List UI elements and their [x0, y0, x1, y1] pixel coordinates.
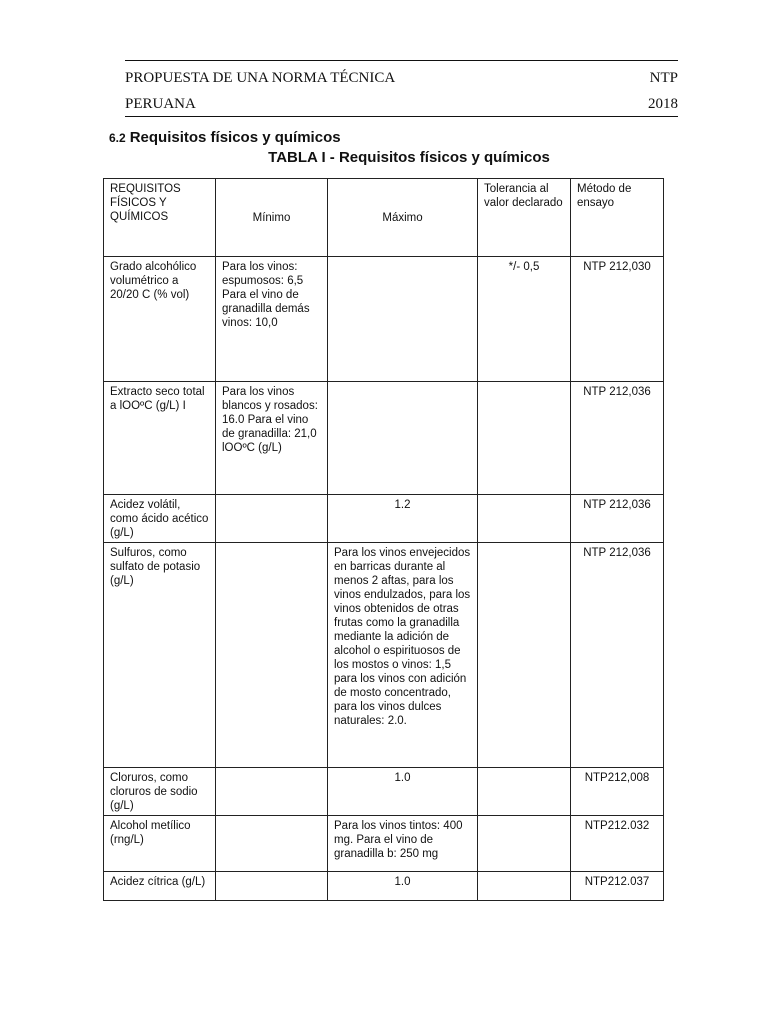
- row-tolerance: [478, 543, 571, 768]
- row-tolerance: [478, 872, 571, 901]
- row-maximum: [328, 382, 478, 495]
- row-maximum: Para los vinos envejecidos en barricas durante al menos 2 aftas, para los vinos endulzados, para los vinos obtenidos de otras frutas como la granadilla mediante la adición de alcohol o espirituosos de los mostos o vinos: 1,5 para los vinos con adición de mosto concentrado, para los vinos dulces naturales: 2.0.: [328, 543, 478, 768]
- table-row: [104, 495, 664, 543]
- row-method: NTP 212,030: [571, 257, 664, 382]
- row-requirement: Cloruros, como cloruros de sodio (g/L): [104, 768, 216, 816]
- row-maximum: 1.0: [328, 768, 478, 816]
- row-tolerance: [478, 816, 571, 872]
- row-minimum: [216, 872, 328, 901]
- table-row: [104, 872, 664, 901]
- header-bottom-rule: [125, 116, 678, 117]
- header-maximo: Máximo: [328, 179, 478, 257]
- row-method: NTP 212,036: [571, 382, 664, 495]
- header-metodo: Método de ensayo: [571, 179, 664, 257]
- row-tolerance: [478, 382, 571, 495]
- row-tolerance: */- 0,5: [478, 257, 571, 382]
- row-maximum: Para los vinos tintos: 400 mg. Para el vino de granadilla b: 250 mg: [328, 816, 478, 872]
- row-minimum: Para los vinos: espumosos: 6,5 Para el vino de granadilla demás vinos: 10,0: [216, 257, 328, 382]
- row-minimum: [216, 768, 328, 816]
- row-requirement: Sulfuros, como sulfato de potasio (g/L): [104, 543, 216, 768]
- header-minimo: Mínimo: [216, 179, 328, 257]
- row-method: NTP 212,036: [571, 495, 664, 543]
- row-method: NTP212.037: [571, 872, 664, 901]
- requirements-table: [103, 178, 664, 901]
- row-requirement: Acidez cítrica (g/L): [104, 872, 216, 901]
- table-header-row: [104, 179, 664, 257]
- row-tolerance: [478, 768, 571, 816]
- section-heading-block: [109, 128, 669, 168]
- row-maximum: 1.2: [328, 495, 478, 543]
- section-title: Requisitos físicos y químicos: [129, 129, 341, 146]
- header-tolerancia: Tolerancia al valor declarado: [478, 179, 571, 257]
- row-maximum: 1.0: [328, 872, 478, 901]
- row-requirement: Acidez volátil, como ácido acético (g/L): [104, 495, 216, 543]
- section-number: 6.2: [109, 131, 126, 145]
- row-minimum: Para los vinos blancos y rosados: 16.0 Para el vino de granadilla: 21,0 lOOºC (g/L): [216, 382, 328, 495]
- table-title: TABLA I - Requisitos físicos y químicos: [268, 149, 550, 166]
- row-requirement: Grado alcohólico volumétrico a 20/20 C (% vol): [104, 257, 216, 382]
- row-tolerance: [478, 495, 571, 543]
- table-row: [104, 816, 664, 872]
- row-requirement: Alcohol metílico (rng/L): [104, 816, 216, 872]
- header-top-rule: [125, 60, 678, 61]
- table-row: [104, 382, 664, 495]
- header-requisitos: REQUISITOS FÍSICOS Y QUÍMICOS: [104, 179, 216, 257]
- table-row: [104, 257, 664, 382]
- table-row: [104, 768, 664, 816]
- row-method: NTP 212,036: [571, 543, 664, 768]
- row-method: NTP212,008: [571, 768, 664, 816]
- row-requirement: Extracto seco total a lOOºC (g/L) I: [104, 382, 216, 495]
- row-method: NTP212.032: [571, 816, 664, 872]
- header-code: NTP: [649, 70, 678, 86]
- row-minimum: [216, 816, 328, 872]
- header-title-line2: PERUANA: [125, 96, 196, 112]
- header-year: 2018: [648, 96, 678, 112]
- table-row: [104, 543, 664, 768]
- row-minimum: [216, 495, 328, 543]
- row-maximum: [328, 257, 478, 382]
- page-header: [125, 60, 678, 117]
- header-title-line1: PROPUESTA DE UNA NORMA TÉCNICA: [125, 70, 396, 86]
- header-row-2: [125, 92, 678, 116]
- row-minimum: [216, 543, 328, 768]
- header-row-1: [125, 66, 678, 90]
- section-heading: [109, 128, 669, 148]
